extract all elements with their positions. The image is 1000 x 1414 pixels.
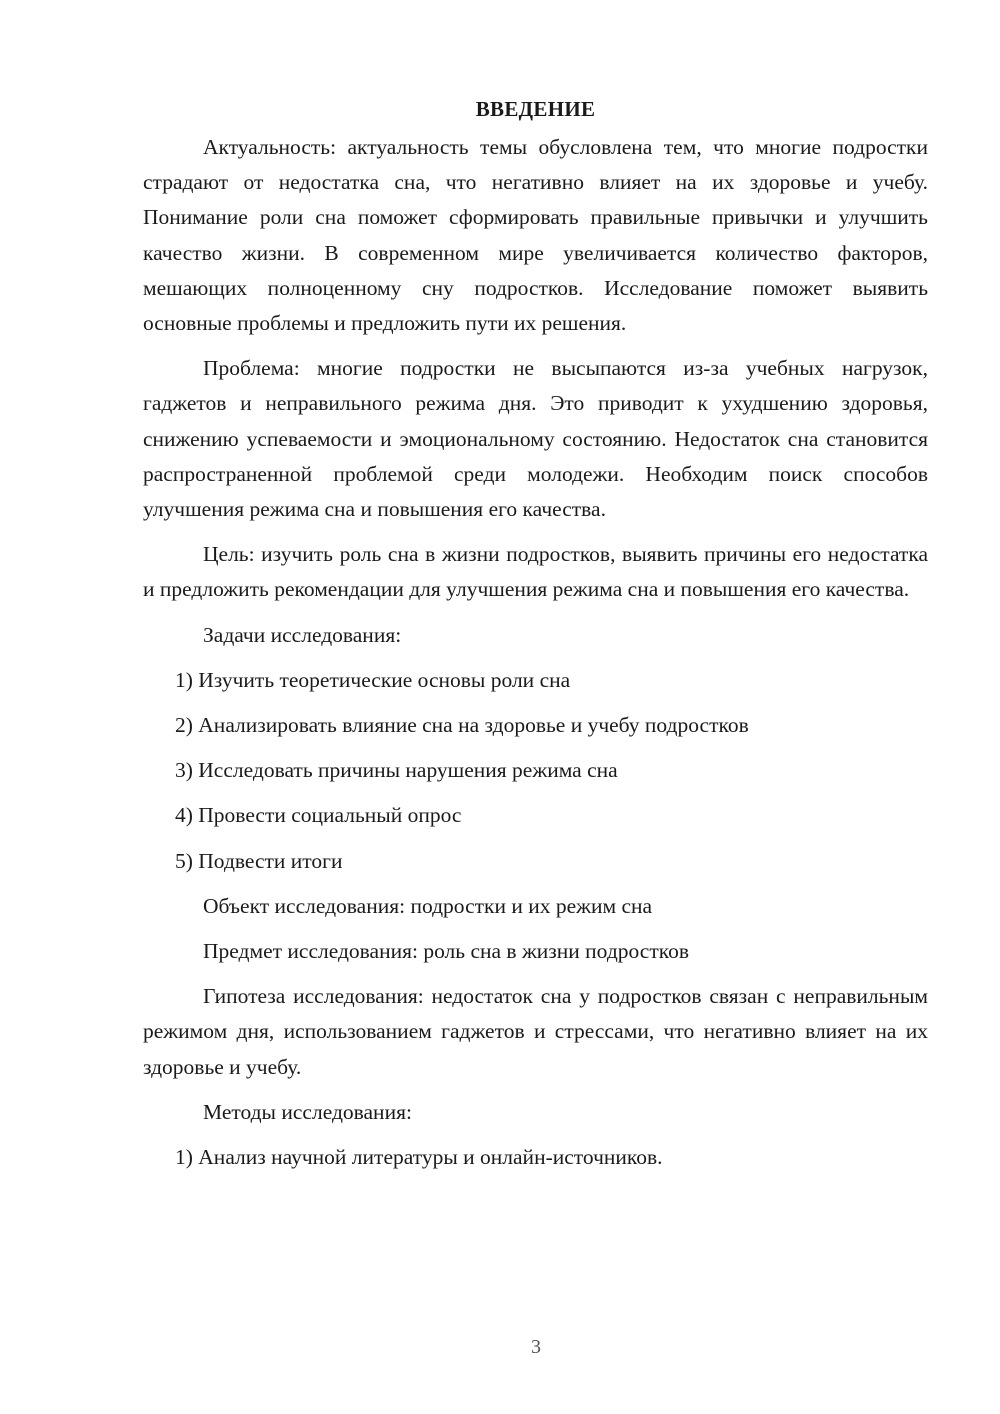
list-item: 1) Анализ научной литературы и онлайн-источников. xyxy=(175,1145,663,1170)
list-item: 3) Исследовать причины нарушения режима сна xyxy=(175,758,618,783)
list-item: 4) Провести социальный опрос xyxy=(175,803,462,828)
subject-line: Предмет исследования: роль сна в жизни подростков xyxy=(203,939,689,964)
document-page xyxy=(143,92,928,1185)
methods-heading: Методы исследования: xyxy=(203,1099,412,1124)
list-item: 2) Анализировать влияние сна на здоровье и учебу подростков xyxy=(175,713,749,738)
page-title: ВВЕДЕНИЕ xyxy=(475,97,596,121)
page-number: 3 xyxy=(531,1336,541,1358)
list-item: 1) Изучить теоретические основы роли сна xyxy=(175,667,571,692)
methods-list xyxy=(143,1140,928,1175)
relevance-paragraph: Актуальность: актуальность темы обусловлена тем, что многие подростки страдают от недостатка сна, что негативно влияет на их здоровье и учебу. Понимание роли сна поможет сформировать правильные привычки и улучшить качество жизни. В современном мире увеличивается количество факторов, мешающих полноценному сну подростков. Исследование поможет выявить основные проблемы и предложить пути их решения. xyxy=(143,135,928,336)
goal-paragraph: Цель: изучить роль сна в жизни подростков, выявить причины его недостатка и предложить рекомендации для улучшения режима сна и повышения его качества. xyxy=(143,542,928,602)
list-item: 5) Подвести итоги xyxy=(175,848,343,873)
tasks-list xyxy=(143,663,928,879)
object-line: Объект исследования: подростки и их режим сна xyxy=(203,893,653,918)
problem-paragraph: Проблема: многие подростки не высыпаются из-за учебных нагрузок, гаджетов и неправильного режима дня. Это приводит к ухудшению здоровья, снижению успеваемости и эмоциональному состоянию. Недостаток сна становится распространенной проблемой среди молодежи. Необходим поиск способов улучшения режима сна и повышения его качества. xyxy=(143,356,928,522)
tasks-heading: Задачи исследования: xyxy=(203,622,402,647)
hypothesis-paragraph: Гипотеза исследования: недостаток сна у подростков связан с неправильным режимом дня, использованием гаджетов и стрессами, что негативно влияет на их здоровье и учебу. xyxy=(143,984,928,1079)
